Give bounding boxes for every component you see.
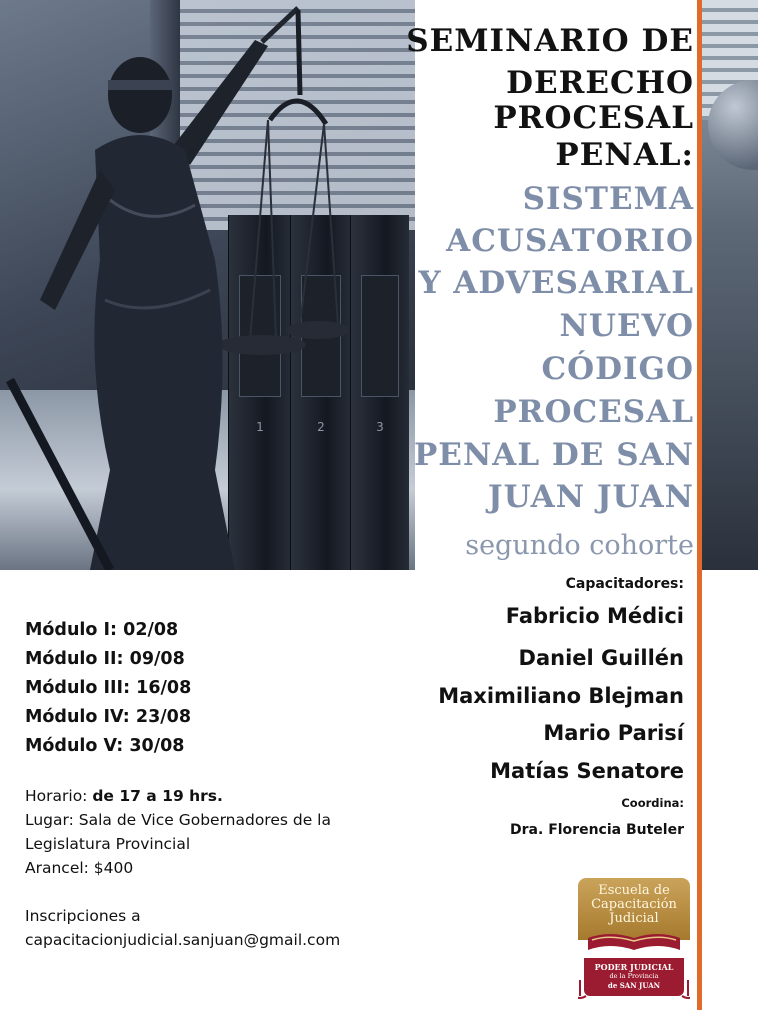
module-item: Módulo IV: 23/08 [25,707,191,727]
module-item: Módulo II: 09/08 [25,649,185,669]
registration-label: Inscripciones a [25,907,141,925]
schedule-line [25,784,331,808]
logo-text: de SAN JUAN [607,981,661,990]
logo-text: Judicial [609,911,659,926]
schedule-label: Horario: [25,787,93,805]
justice-statue-photo [0,0,415,570]
orange-divider [697,0,702,1010]
registration-info [25,904,340,952]
logo-text: Escuela de [598,883,670,898]
subtitle-line: CÓDIGO [541,351,694,387]
module-item: Módulo V: 30/08 [25,736,185,756]
cohort-subtitle: segundo cohorte [465,530,694,561]
book-number: 2 [317,420,325,434]
coordinator-name: Dra. Florencia Buteler [510,822,684,838]
trainer-name: Fabricio Médici [505,604,684,628]
background-photo-strip [700,0,758,570]
subtitle-line: PROCESAL [493,394,694,430]
open-book-icon [586,930,682,958]
subtitle-line: JUAN JUAN [487,479,694,515]
registration-email[interactable]: capacitacionjudicial.sanjuan@gmail.com [25,931,341,949]
trainers-heading: Capacitadores: [565,576,684,592]
trainer-name: Maximiliano Blejman [438,684,684,708]
title-line: SEMINARIO DE [406,23,694,59]
module-list [25,616,191,761]
schedule-value: de 17 a 19 hrs. [92,787,223,805]
logo-text: Capacitación [591,897,677,912]
venue-line: Lugar: Sala de Vice Gobernadores de la [25,811,331,829]
title-line: PROCESAL [493,100,694,136]
book-number: 3 [376,420,384,434]
subtitle-line: Y ADVESARIAL [418,265,694,301]
title-line: PENAL: [555,137,694,173]
lady-justice-icon [0,0,415,570]
trainer-name: Matías Senatore [490,759,684,783]
trainer-name: Daniel Guillén [518,646,684,670]
logo-text: PODER JUDICIAL [594,962,674,972]
module-item: Módulo III: 16/08 [25,678,192,698]
module-item: Módulo I: 02/08 [25,620,179,640]
subtitle-line: PENAL DE SAN [414,437,694,473]
coordinator-heading: Coordina: [621,796,684,810]
escuela-capacitacion-logo [578,878,690,1000]
subtitle-line: SISTEMA [522,181,694,217]
trainer-name: Mario Parisí [543,721,684,745]
event-info [25,784,331,880]
logo-text: de la Provincia [609,972,659,980]
subtitle-line: NUEVO [559,308,694,344]
title-line: DERECHO [506,65,694,101]
subtitle-line: ACUSATORIO [446,223,694,259]
book-number: 1 [256,420,264,434]
scales-icon [578,974,690,1000]
fee-line: Arancel: $400 [25,859,134,877]
venue-line: Legislatura Provincial [25,835,191,853]
